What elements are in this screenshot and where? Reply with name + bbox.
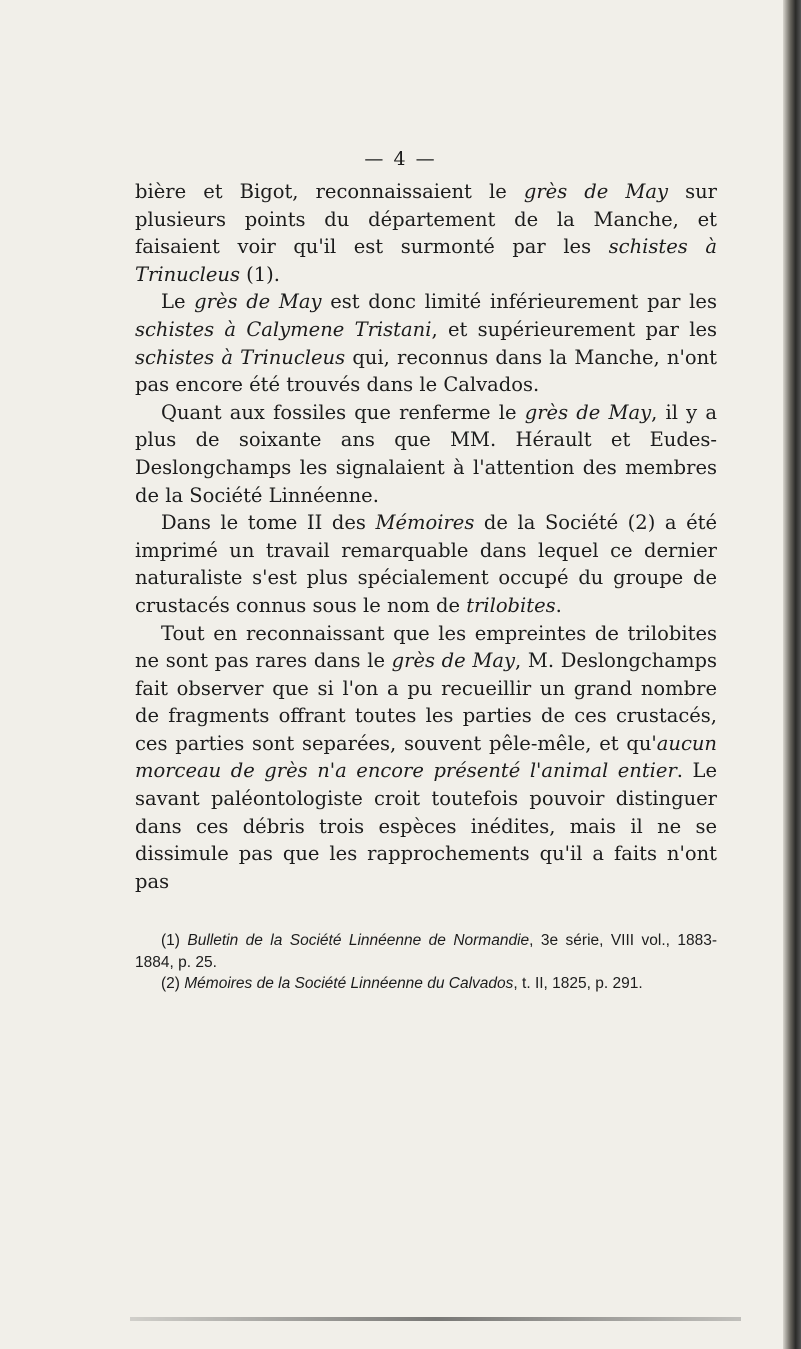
text-run: , M. Deslongchamps fait observer que si l'on a pu recueillir un grand nombre de fragments offrant toutes les parties de ces crustacés, ces parties sont separées, souvent pêle-mêle, et qu': [135, 649, 717, 755]
text-run: de la Société (2) a été imprimé un travail remarquable dans lequel ce dernier naturaliste s'est plus spécialement occupé du groupe de crustacés connus sous le nom de: [135, 511, 717, 617]
italic-text: trilobites: [466, 593, 556, 617]
italic-text: Mémoires de la Société Linnéenne du Calvados: [184, 975, 514, 992]
body-text: [135, 178, 717, 895]
text-run: Tout en reconnaissant que les empreintes de trilobites ne sont pas rares dans le: [135, 621, 717, 673]
italic-text: schistes à Calymene Tristani: [135, 317, 432, 341]
footnote: [135, 973, 717, 995]
text-run: qui, reconnus dans la Manche, n'ont pas encore été trouvés dans le Calvados.: [135, 345, 717, 397]
page-edge-shadow: [783, 0, 801, 1349]
italic-text: grès de May: [391, 649, 515, 673]
paragraph: [135, 399, 717, 509]
text-run: . Le savant paléontologiste croit toutefois pouvoir distinguer dans ces débris trois espèces inédites, mais il ne se dissimule pas que les rapprochements qu'il a faits n'ont pas: [135, 759, 717, 893]
italic-text: grès de May: [523, 180, 669, 203]
italic-text: grès de May: [194, 290, 322, 314]
italic-text: grès de May: [524, 400, 652, 424]
text-run: , il y a plus de soixante ans que MM. Hérault et Eudes-Deslongchamps les signalaient à l'attention des membres de la Société Linnéenne.: [135, 400, 717, 507]
paragraph: [135, 288, 717, 398]
text-run: , 3e série, VIII vol., 1883-1884, p. 25.: [135, 932, 718, 971]
footnotes: [135, 930, 717, 995]
text-run: (1).: [239, 262, 280, 286]
italic-text: Bulletin de la Société Linnéenne de Normandie: [187, 932, 530, 949]
paragraph: [135, 509, 717, 619]
paragraph: [135, 178, 717, 288]
italic-text: schistes à Trinucleus: [135, 345, 346, 369]
text-run: , et supérieurement par les: [431, 317, 717, 341]
text-run: Dans le tome II des: [161, 511, 376, 535]
text-run: bière et Bigot, reconnaissaient le: [135, 180, 524, 203]
paragraph: [135, 620, 717, 896]
italic-text: schistes à Trinucleus: [135, 235, 717, 286]
italic-text: aucun morceau de grès n'a encore présenté l'animal entier: [135, 731, 717, 783]
footnote: [135, 930, 717, 973]
page-bottom-shadow: [130, 1317, 741, 1321]
text-run: Quant aux fossiles que renferme le: [161, 400, 525, 424]
italic-text: Mémoires: [375, 511, 475, 535]
text-run: (1): [161, 932, 188, 949]
text-run: sur plusieurs points du département de la Manche, et faisaient voir qu'il est surmonté par les: [135, 180, 718, 259]
text-run: est donc limité inférieurement par les: [321, 290, 717, 314]
text-run: Le: [161, 290, 195, 314]
page-number: — 4 —: [364, 148, 437, 170]
text-run: (2): [161, 975, 185, 992]
text-run: .: [555, 593, 562, 617]
text-run: , t. II, 1825, p. 291.: [513, 975, 643, 992]
